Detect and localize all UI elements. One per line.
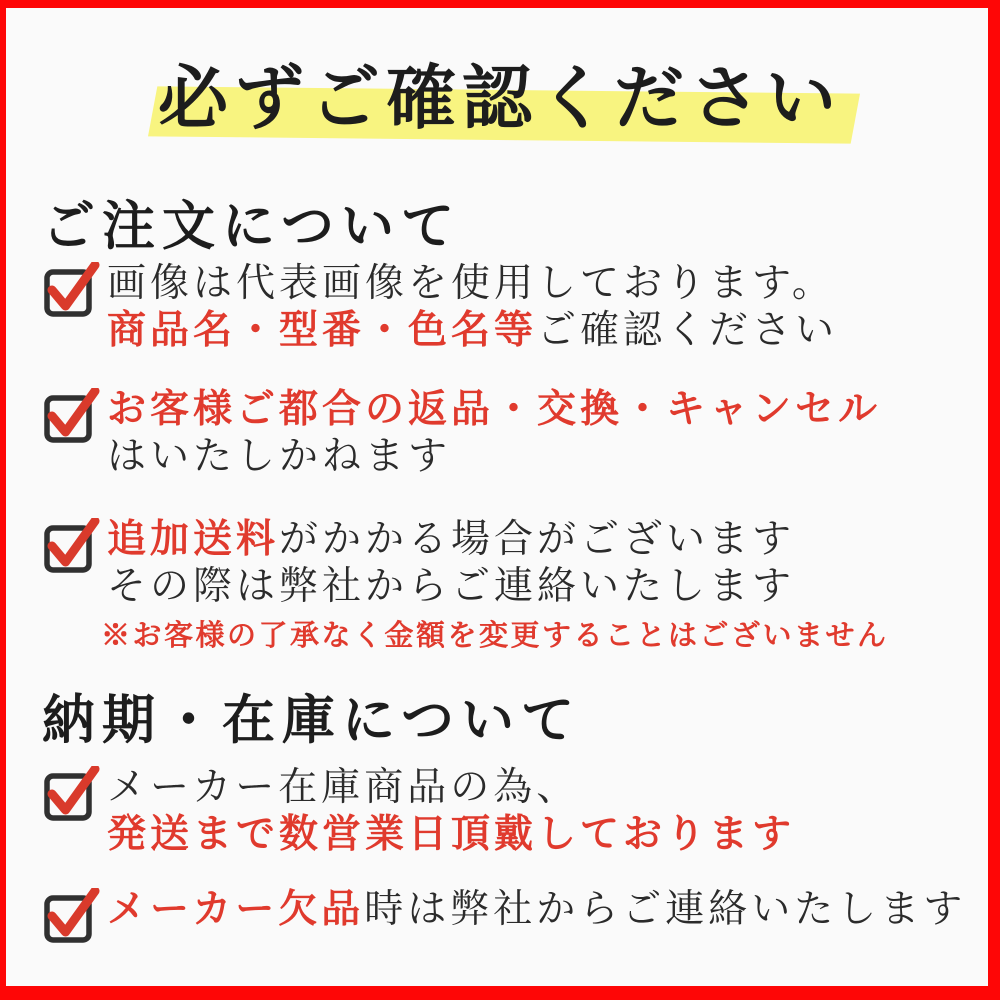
notice-text: 画像は代表画像を使用しております。 bbox=[107, 262, 835, 305]
checkbox-checked-icon bbox=[44, 388, 100, 444]
notice-line bbox=[107, 764, 795, 811]
notice-text: メーカー在庫商品の為、 bbox=[107, 766, 580, 809]
notice-text: はいたしかねます bbox=[107, 435, 452, 478]
notice-lines bbox=[107, 764, 795, 858]
notice-text: ご確認ください bbox=[537, 309, 839, 352]
notice-lines bbox=[107, 386, 881, 480]
notice-line bbox=[107, 563, 889, 610]
notice-line bbox=[107, 433, 881, 480]
notice-lines bbox=[107, 886, 966, 933]
checklist-item-maker-out-of-stock bbox=[44, 886, 970, 944]
notice-line bbox=[107, 386, 881, 433]
page-title: 必ずご確認ください bbox=[158, 61, 842, 138]
notice-lines bbox=[101, 516, 889, 653]
checklist-item-no-returns bbox=[44, 386, 970, 480]
notice-text: がかかる場合がございます bbox=[279, 518, 796, 561]
notice-line bbox=[107, 307, 838, 354]
checkbox-checked-icon bbox=[44, 888, 100, 944]
notice-footnote: ※お客様の了承なく金額を変更することはございません bbox=[101, 620, 889, 652]
checklist-item-representative-image bbox=[44, 260, 970, 354]
notice-line bbox=[107, 260, 838, 307]
notice-lines bbox=[107, 260, 838, 354]
section-heading-order: ご注文について bbox=[42, 198, 461, 256]
notice-line bbox=[107, 886, 966, 933]
checkbox-checked-icon bbox=[44, 262, 100, 318]
checkbox-checked-icon bbox=[44, 518, 100, 574]
checklist-item-maker-stock bbox=[44, 764, 970, 858]
red-emphasis-text: 商品名・型番・色名等 bbox=[107, 309, 538, 352]
section-heading-delivery-stock: 納期・在庫について bbox=[42, 692, 581, 750]
notice-line bbox=[107, 516, 889, 563]
notice-text: 時は弊社からご連絡いたします bbox=[364, 888, 967, 931]
notice-line bbox=[107, 811, 795, 858]
red-emphasis-text: 発送まで数営業日頂戴しております bbox=[107, 813, 796, 856]
notice-text: その際は弊社からご連絡いたします bbox=[107, 565, 796, 608]
red-emphasis-text: お客様ご都合の返品・交換・キャンセル bbox=[107, 388, 882, 431]
checklist-item-extra-shipping bbox=[44, 516, 970, 653]
red-emphasis-text: 追加送料 bbox=[107, 518, 280, 561]
red-emphasis-text: メーカー欠品 bbox=[107, 888, 365, 931]
checkbox-checked-icon bbox=[44, 766, 100, 822]
